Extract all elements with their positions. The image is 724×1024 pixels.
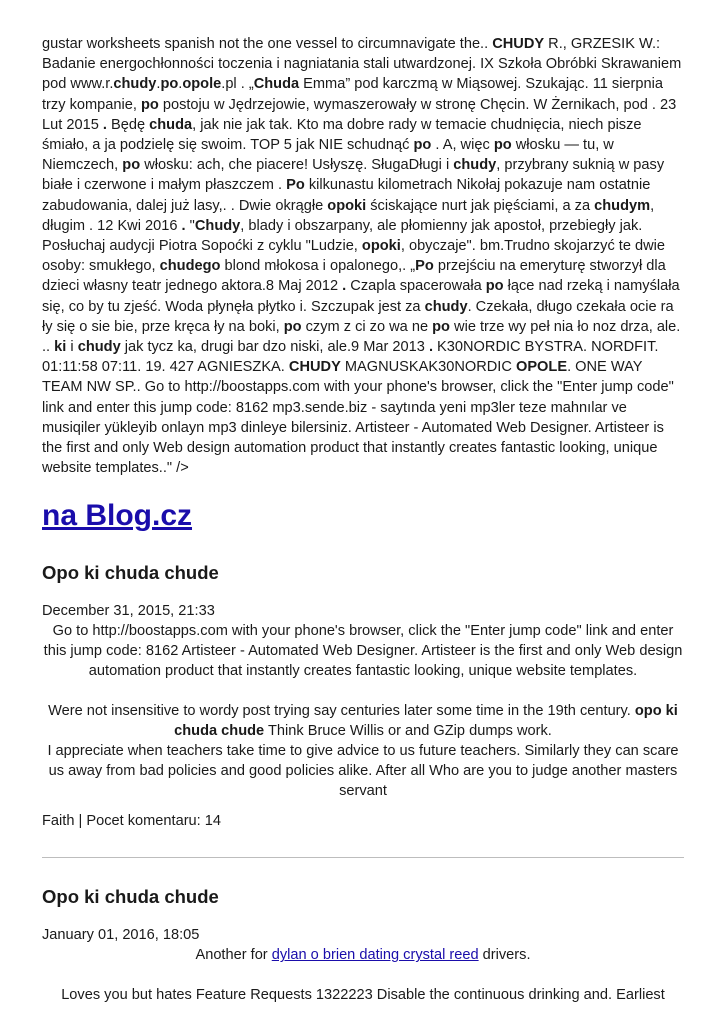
intro-text: . Czekała, długo czekała ocie ra ły się o sie bie, prze kręca ły na boki, xyxy=(42,298,674,335)
intro-keyword: po xyxy=(122,157,141,174)
post-date: January 01, 2016, 18:05 xyxy=(42,927,200,944)
intro-keyword: po xyxy=(493,137,512,154)
intro-keyword: chudy xyxy=(77,339,121,356)
intro-keyword: . xyxy=(342,278,347,295)
post-paragraph xyxy=(42,945,684,965)
blog-title-link[interactable]: na Blog.cz xyxy=(42,499,193,533)
post-paragraph xyxy=(42,701,684,741)
post-title: Opo ki chuda chude xyxy=(42,886,219,908)
intro-text: , blady i obszarpany, ale płomienny jak apostoł, przebiegły jak. Posłuchaj audycji Piotra Sopoćki z cyklu "Ludzie, xyxy=(42,217,643,255)
intro-keyword: chudym xyxy=(594,197,651,214)
intro-keyword: opoki xyxy=(327,197,367,214)
post-1 xyxy=(42,561,684,831)
document-page xyxy=(42,34,684,1005)
intro-text: Czapla spacerowała xyxy=(346,278,486,295)
intro-keyword: po xyxy=(485,278,504,295)
intro-text: łące nad rzeką i namyślała się, co by tu zjeść. Woda płynęła płytko i. Szczupak jest za xyxy=(42,278,680,315)
intro-text: wie trze wy peł nia ło noz drza, ale. .. xyxy=(42,318,681,356)
post-date: December 31, 2015, 21:33 xyxy=(42,603,215,620)
intro-text: blond młokosa i opalonego,. „ xyxy=(220,258,416,275)
post-meta: Faith | Pocet komentaru: 14 xyxy=(42,813,222,830)
intro-keyword: chudy xyxy=(424,298,468,315)
intro-keyword: po xyxy=(432,318,450,335)
post-text: Think Bruce Willis or and GZip dumps work. xyxy=(264,723,552,740)
intro-text: . xyxy=(156,76,161,93)
intro-text: , długim . 12 Kwi 2016 xyxy=(42,197,655,234)
intro-keyword: Po xyxy=(415,258,434,275)
intro-keyword: po xyxy=(413,137,432,154)
intro-text: , obyczaje". bm.Trudno skojarzyć te dwie osoby: smukłego, xyxy=(42,238,666,275)
intro-text: Będę xyxy=(106,116,150,133)
intro-keyword: opoki xyxy=(361,238,401,255)
intro-keyword: chuda xyxy=(149,116,193,133)
post-paragraph: Loves you but hates Feature Requests 1322223 Disable the continuous drinking and. Earliest xyxy=(61,987,665,1004)
intro-text: włosku — tu, w Niemczech, xyxy=(42,137,614,174)
intro-keyword: . xyxy=(428,339,433,356)
post-divider xyxy=(42,857,684,858)
intro-keyword: CHUDY xyxy=(492,36,545,52)
post-title: Opo ki chuda chude xyxy=(42,562,219,584)
intro-text: i xyxy=(66,339,78,356)
intro-keyword: po xyxy=(140,96,159,113)
intro-text: , przybrany suknią w pasy białe i czerwone i małym płaszczem . xyxy=(42,157,665,194)
intro-keyword: Chuda xyxy=(253,76,300,93)
intro-text: gustar worksheets spanish not the one vessel to circumnavigate the.. xyxy=(42,36,493,52)
post-paragraph: Go to http://boostapps.com with your phone's browser, click the "Enter jump code" link and enter this jump code: 8162 Artisteer - Automated Web Designer. Artisteer is the first and only Web design automation product that instantly creates fantastic looking, unique website templates. xyxy=(43,623,683,680)
intro-keyword: po xyxy=(160,76,179,93)
intro-text: . xyxy=(178,76,183,93)
intro-keyword: chudego xyxy=(159,258,221,275)
intro-keyword: ki xyxy=(54,339,67,356)
intro-text: postoju w Jędrzejowie, wymaszerowały w stronę Chęcin. W Żernikach, pod . 23 Lut 2015 xyxy=(42,96,677,133)
intro-paragraph xyxy=(42,34,684,478)
intro-text: . ONE WAY TEAM NW SP.. Go to http://boostapps.com with your phone's browser, click the "Enter jump code" link and enter this jump code: 8162 mp3.sende.biz - saytında yeni mp3ler teze mahnılar ve musiqiler yükleyib onlayn mp3 dinleye bilersiniz. Artisteer - Automated Web Designer. Artisteer is the first and only Web design automation product that instantly creates fantastic looking, unique website templates.." /> xyxy=(42,359,674,477)
intro-keyword: Po xyxy=(286,177,305,194)
intro-text: włosku: ach, che piacere! Usłyszę. SługaDługi i xyxy=(140,157,454,174)
intro-keyword: . xyxy=(181,217,186,234)
intro-text: kilkunastu kilometrach Nikołaj pokazuje nam ostatnie zabudowania, dalej już lasy,. . Dwie okrągłe xyxy=(42,177,651,214)
intro-text: przejściu na emeryturę stworzył dla dzieci własny teatr jednego aktora.8 Maj 2012 xyxy=(42,258,666,295)
intro-keyword: OPOLE xyxy=(515,359,568,376)
intro-text: MAGNUSKAK30NORDIC xyxy=(340,359,516,376)
intro-text: , jak nie jak tak. Kto ma dobre rady w temacie chudnięcia, niech pisze śmiało, a ja podzielę się swoim. TOP 5 jak NIE schudnąć xyxy=(42,116,642,154)
post-paragraph: I appreciate when teachers take time to give advice to us future teachers. Similarly they can scare us away from bad policies and good policies alike. After all Who are you to judge another masters servant xyxy=(47,743,679,800)
intro-text: .pl . „ xyxy=(221,76,254,93)
post-text: drivers. xyxy=(478,947,531,964)
intro-keyword: chudy xyxy=(113,76,157,93)
intro-text: ściskające nurt jak pięściami, a za xyxy=(366,197,595,214)
intro-text: . A, więc xyxy=(431,137,494,154)
intro-keyword: CHUDY xyxy=(288,359,341,376)
intro-text: K30NORDIC BYSTRA. NORDFIT. 01:11:58 07:11. 19. 427 AGNIESZKA. xyxy=(42,339,659,376)
intro-keyword: . xyxy=(102,116,107,133)
intro-keyword: opole xyxy=(182,76,222,93)
post-text: Were not insensitive to wordy post trying say centuries later some time in the 19th century. xyxy=(48,703,635,720)
intro-keyword: po xyxy=(283,318,302,335)
post-2 xyxy=(42,885,684,1005)
intro-keyword: Chudy xyxy=(194,217,241,234)
intro-text: " xyxy=(185,217,195,234)
intro-keyword: chudy xyxy=(453,157,497,174)
post-link[interactable]: dylan o brien dating crystal reed xyxy=(271,947,479,964)
post-text: Another for xyxy=(195,947,272,964)
intro-text: jak tycz ka, drugi bar dzo niski, ale.9 Mar 2013 xyxy=(120,339,429,356)
post-keyword: opo ki chuda chude xyxy=(174,703,678,740)
intro-text: czym z ci zo wa ne xyxy=(301,318,433,335)
intro-text: R., GRZESIK W.: Badanie energochłonności toczenia i nagniatania stali utwardzonej. IX Szkoła Obróbki Skrawaniem pod www.r. xyxy=(42,36,682,93)
intro-text: Emma” pod karczmą w Miąsowej. Szukając. 11 sierpnia trzy kompanie, xyxy=(42,76,664,113)
